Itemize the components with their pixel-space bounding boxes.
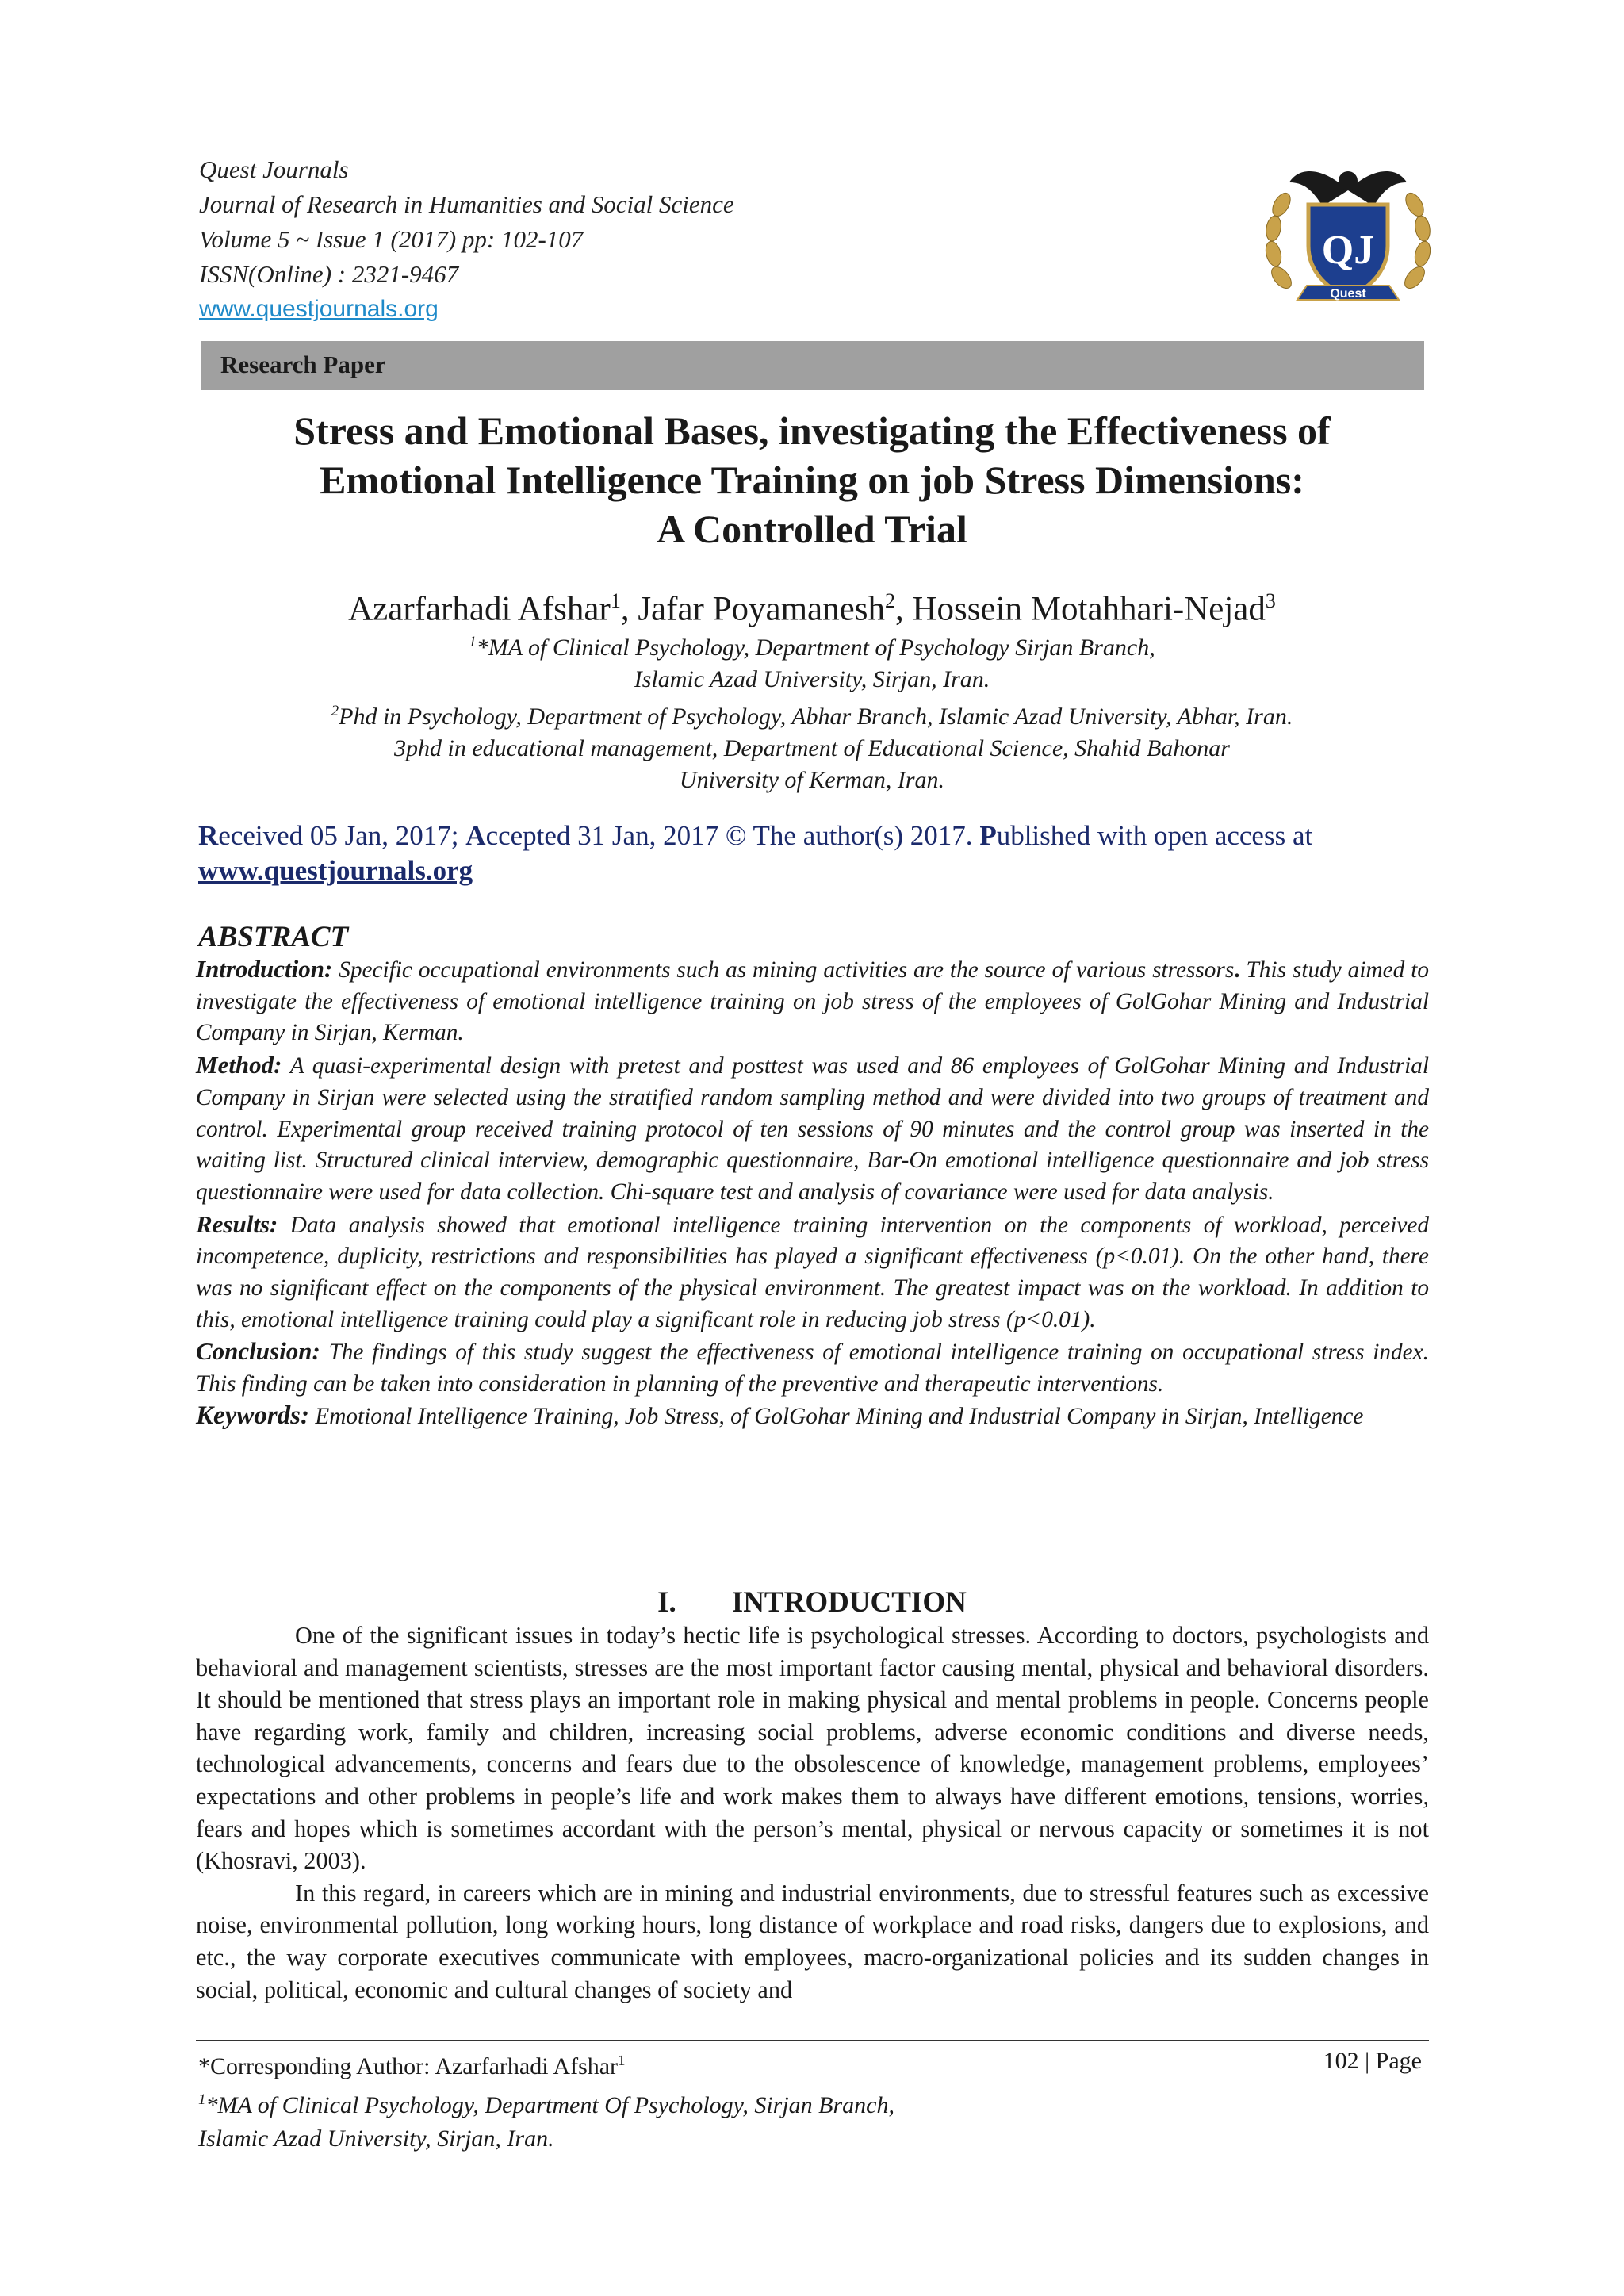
logo-monogram: QJ <box>1321 228 1375 273</box>
abstract-method <box>196 1049 1429 1209</box>
author-2-sup: 2 <box>884 589 895 612</box>
footer-aff-text: *MA of Clinical Psychology, Department Of Psychology, Sirjan Branch, <box>205 2092 894 2118</box>
received-url-link[interactable]: www.questjournals.org <box>198 855 473 886</box>
affiliation-3-line-2: University of Kerman, Iran. <box>679 767 945 793</box>
section-number: I. <box>657 1586 676 1619</box>
title-line-1: Stress and Emotional Bases, investigating the Effectiveness of <box>293 408 1331 453</box>
author-3: Hossein Motahhari-Nejad <box>912 590 1266 628</box>
affiliation-2-text: Phd in Psychology, Department of Psychology, Abhar Branch, Islamic Azad University, Abhar, Iran. <box>339 703 1293 730</box>
intro-period: . <box>1234 957 1240 983</box>
paper-title <box>159 406 1465 554</box>
affiliation-1-line-1 <box>159 627 1465 664</box>
conclusion-label: Conclusion: <box>196 1337 320 1366</box>
journal-info <box>199 152 1151 327</box>
accepted-initial: A <box>465 820 486 851</box>
introduction-paragraph-2: In this regard, in careers which are in mining and industrial environments, due to stressful features such as excessive noise, environmental pollution, long working hours, long distance of workplace and road risks, dangers due to explosions, and etc., the way corporate executives communicate with employees, macro-organizational policies and its sudden changes in social, political, economic and cultural changes of society and <box>196 1879 1429 2003</box>
received-initial: R <box>198 820 219 851</box>
journal-url-link[interactable]: www.questjournals.org <box>199 296 439 322</box>
conclusion-text: The findings of this study suggest the effectiveness of emotional intelligence training on occupational stress index. This finding can be taken into consideration in planning of the preventive and therapeutic interventions. <box>196 1340 1429 1397</box>
accepted-date: ccepted 31 Jan, 2017 © The author(s) 2017. <box>485 820 980 851</box>
section-heading-introduction <box>159 1585 1465 1621</box>
author-separator: , <box>894 590 913 628</box>
footer-divider <box>196 2040 1429 2041</box>
author-3-sup: 3 <box>1265 589 1276 612</box>
published-note: ublished with open access at <box>996 820 1313 851</box>
received-notice <box>198 818 1435 888</box>
journal-volume: Volume 5 ~ Issue 1 (2017) pp: 102-107 <box>199 225 584 253</box>
abstract-results <box>196 1209 1429 1336</box>
journal-issn: ISSN(Online) : 2321-9467 <box>199 260 459 288</box>
keywords-text: Emotional Intelligence Training, Job Stress, of GolGohar Mining and Industrial Company in Sirjan, Intelligence <box>309 1403 1364 1429</box>
footer-affiliation-line-2: Islamic Azad University, Sirjan, Iran. <box>198 2125 554 2152</box>
page-number: 102 | Page <box>1323 2048 1422 2074</box>
author-list <box>159 579 1465 631</box>
article-type-label: Research Paper <box>220 351 386 378</box>
keywords-label: Keywords: <box>196 1401 309 1430</box>
affiliations <box>159 627 1465 796</box>
affiliation-1-sup: 1 <box>469 634 477 650</box>
corr-sup: 1 <box>618 2053 626 2069</box>
abstract-conclusion <box>196 1336 1429 1400</box>
abstract-body <box>196 953 1429 1433</box>
published-initial: P <box>979 820 997 851</box>
quest-journals-logo <box>1259 159 1437 309</box>
affiliation-3-line-1: 3phd in educational management, Department of Educational Science, Shahid Bahonar <box>394 735 1230 761</box>
method-text: A quasi-experimental design with pretest and posttest was used and 86 employees of GolGohar Mining and Industrial Company in Sirjan were selected using the stratified random sampling method and were divided into two groups of treatment and control. Experimental group received training protocol of ten sessions of 90 minutes and the control group was inserted in the waiting list. Structured clinical interview, demographic questionnaire, Bar-On emotional intelligence questionnaire and job stress questionnaire were used for data collection. Chi-square test and analysis of covariance were used for data analysis. <box>196 1053 1429 1205</box>
footer-corr-line <box>198 2045 894 2083</box>
logo-text: Quest <box>1330 287 1366 301</box>
abstract-heading: ABSTRACT <box>198 921 349 953</box>
footer-corresponding-author <box>198 2045 894 2156</box>
intro-text-2: This study aimed to investigate the effectiveness of emotional intelligence training on job stress of the employees of GolGohar Mining and Industrial Company in Sirjan, Kerman. <box>196 957 1429 1046</box>
results-label: Results: <box>196 1209 278 1238</box>
affiliation-1-line-2: Islamic Azad University, Sirjan, Iran. <box>634 666 990 692</box>
affiliation-2-sup: 2 <box>331 703 339 719</box>
abstract-introduction <box>196 953 1429 1049</box>
title-line-2: Emotional Intelligence Training on job Stress Dimensions: <box>320 458 1304 502</box>
affiliation-2 <box>159 696 1465 733</box>
introduction-paragraph-1: One of the significant issues in today’s hectic life is psychological stresses. According to doctors, psychologists and behavioral and management scientists, stresses are the most important factor causing mental, physical and behavioral disorders. It should be mentioned that stress plays an important role in making physical and mental problems in people. Concerns people have regarding work, family and children, increasing social problems, adverse economic conditions and diverse needs, technological advancements, concerns and fears due to the obsolescence of knowledge, management problems, employees’ expectations and other problems in people’s life and work makes them to always have different emotions, tensions, worries, fears and hopes which is sometimes accordant with the person’s mental, physical or nervous capacity or sometimes it is not (Khosravi, 2003). <box>196 1622 1429 1875</box>
corr-author: *Corresponding Author: Azarfarhadi Afshar <box>198 2053 619 2079</box>
results-text: Data analysis showed that emotional intelligence training intervention on the components of workload, perceived incompetence, duplicity, restrictions and responsibilities has played a significant effectiveness (p<0.01). On the other hand, there was no significant effect on the components of the physical environment. The greatest impact was on the workload. In addition to this, emotional intelligence training could play a significant role in reducing job stress (p<0.01). <box>196 1212 1429 1332</box>
journal-name: Journal of Research in Humanities and Social Science <box>199 190 734 218</box>
journal-publisher: Quest Journals <box>199 155 349 183</box>
footer-aff-sup: 1 <box>198 2091 206 2108</box>
intro-label: Introduction: <box>196 955 333 983</box>
abstract-keywords <box>196 1401 1429 1433</box>
footer-affiliation-line-1 <box>198 2083 894 2122</box>
introduction-body <box>196 1619 1429 2006</box>
affiliation-1-text: *MA of Clinical Psychology, Department of Psychology Sirjan Branch, <box>476 634 1155 661</box>
intro-text: Specific occupational environments such as mining activities are the source of various stressors <box>332 957 1235 983</box>
method-label: Method: <box>196 1051 282 1079</box>
section-title: INTRODUCTION <box>731 1586 967 1619</box>
article-type-banner <box>201 341 1424 390</box>
author-separator: , <box>620 590 638 628</box>
received-date: eceived 05 Jan, 2017; <box>218 820 466 851</box>
author-2: Jafar Poyamanesh <box>638 590 885 628</box>
author-1: Azarfarhadi Afshar <box>348 590 611 628</box>
author-1-sup: 1 <box>610 589 621 612</box>
title-line-3: A Controlled Trial <box>657 507 967 551</box>
